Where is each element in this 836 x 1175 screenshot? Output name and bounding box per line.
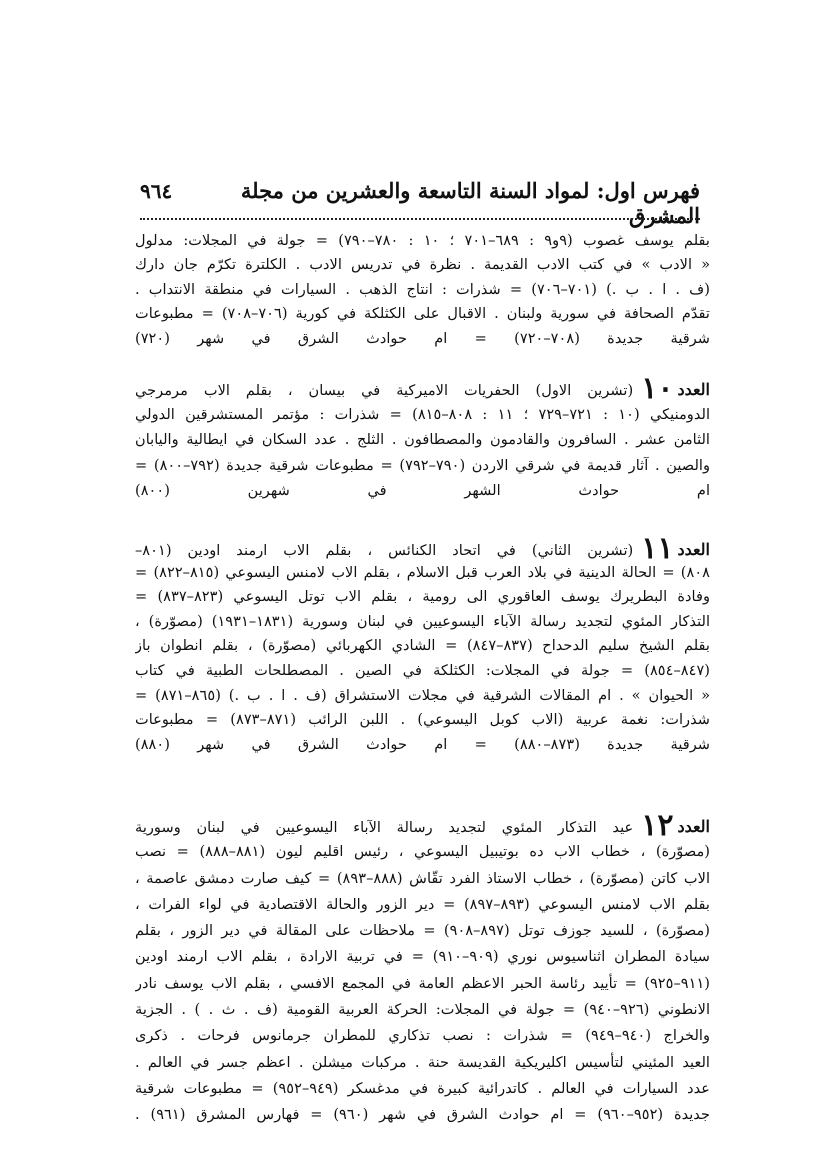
- line-text: والصين . آثار قديمة في شرقي الاردن (٧٩٠–٧٩٢) = مطبوعات شرقية جديدة (٧٩٢–٨٠٠) =: [135, 456, 710, 474]
- running-header: [140, 178, 700, 228]
- issue-number: ١١: [641, 536, 674, 561]
- text-line: [135, 585, 710, 610]
- line-text: جديدة (٩٥٢–٩٦٠) = ام حوادث الشرق في شهر (٩٦٠) = فهارس المشرق (٩٦١) .: [135, 1106, 710, 1124]
- text-line: [135, 478, 710, 504]
- line-text: العيد المئيني لتأسيس اكليريكية القديسة حنة . مركبات ميشلن . اعظم جسر في العالم .: [135, 1053, 710, 1071]
- text-line: [135, 561, 710, 586]
- line-text: (تشرين الاول) الحفريات الاميركية في بيسان ، بقلم الاب مرمرجي: [135, 382, 634, 399]
- line-text: الدومنيكي (١٠ : ٧٢١–٧٢٩ ؛ ١١ : ٨٠٨–٨١٥) = شذرات : مؤتمر المستشرقين الدولي: [135, 405, 710, 423]
- text-line: [135, 659, 710, 684]
- text-line: [135, 327, 710, 351]
- header-title: فهرس اول: لمواد السنة التاسعة والعشرين من مجلة المشرق: [240, 178, 700, 228]
- text-line: [135, 229, 710, 253]
- issue-number: ١٠: [641, 376, 674, 402]
- line-text: (مصوّرة) ، خطاب الاب ده بوتيبيل اليسوعي ، رئيس اقليم ليون (٨٨١–٨٨٨) = نصب: [135, 843, 710, 861]
- text-line: [135, 302, 710, 326]
- line-text: شرقية جديدة (٧٠٨–٧٢٠) = ام حوادث الشرق في شهر (٧٢٠): [135, 329, 710, 347]
- line-text: بقلم الشيخ سليم الدحداح (٨٣٧–٨٤٧) = الشادي الكهربائي (مصوّرة) ، بقلم انطوان باز: [135, 637, 710, 655]
- line-text: تقدّم الصحافة في سورية ولبنان . الاقبال على الكثلكة في كورية (٧٠٦–٧٠٨) = مطبوعات: [135, 305, 710, 323]
- line-text: التذكار المئوي لتجديد رسالة الآباء اليسوعيين في لبنان وسورية (١٨٣١–١٩٣١) (مصوّرة) ،: [135, 612, 710, 630]
- index-entry-continuation: [135, 229, 710, 351]
- text-line: [135, 453, 710, 479]
- line-text: شرقية جديدة (٨٧٣–٨٨٠) = ام حوادث الشرق في شهر (٨٨٠): [135, 735, 710, 753]
- line-text: (تشرين الثاني) في اتحاد الكنائس ، بقلم الاب ارمند اودين (٨٠١–: [135, 542, 634, 559]
- line-text: (ف . ا . ب .) (٧٠١–٧٠٦) = شذرات : انتاج الذهب . السيارات في منطقة الانتداب .: [135, 280, 710, 298]
- line-text: (٩١١–٩٢٥) = تأييد رئاسة الحبر الاعظم العامة في المجمع الافسي ، بقلم الاب يوسف نادر: [135, 974, 710, 992]
- line-text: الاب كاتن (مصوّرة) ، خطاب الاستاذ الفرد تقّاش (٨٨٨–٨٩٣) = كيف صارت دمشق عاصمة ،: [135, 869, 710, 887]
- line-text: وفادة البطريرك يوسف العاقوري الى رومية ، بقلم الاب توتل اليسوعي (٨٢٣–٨٣٧) =: [135, 588, 710, 606]
- text-line: [135, 839, 710, 865]
- text-line: [135, 278, 710, 302]
- line-text: بقلم الاب لامنس اليسوعي (٨٩٣–٨٩٧) = دير الزور والحالة الاقتصادية في لواء الفرات ،: [135, 895, 710, 913]
- text-line: [135, 1076, 710, 1102]
- line-text: والخراج (٩٤٠–٩٤٩) = شذرات : نصب تذكاري للمطران جرمانوس فرحات . ذكرى: [135, 1027, 710, 1045]
- issue-label: العدد: [677, 380, 710, 399]
- text-line: [135, 997, 710, 1023]
- text-line: [135, 536, 710, 561]
- issue-number: ١٢: [641, 813, 674, 840]
- line-text: عدد السيارات في العالم . كاتدرائية كبيرة في مدغسكر (٩٤٩–٩٥٢) = مطبوعات شرقية: [135, 1079, 710, 1097]
- text-line: [135, 708, 710, 733]
- text-line: [135, 918, 710, 944]
- line-text: ام حوادث الشهر في شهرين (٨٠٠): [135, 482, 710, 499]
- line-text: الثامن عشر . السافرون والقادمون والمصطافون . الثلج . عدد السكان في ايطالية واليابان: [135, 431, 710, 448]
- text-line: [135, 733, 710, 758]
- index-entry-issue-11: [135, 536, 710, 757]
- line-text: شذرات: نغمة عربية (الاب كوبل اليسوعي) . اللبن الرائب (٨٧١–٨٧٣) = مطبوعات: [135, 711, 710, 729]
- line-text: « الادب » في كتب الادب القديمة . نظرة في تدريس الادب . الكلترة تكرّم جان دارك: [135, 256, 710, 274]
- text-line: [135, 610, 710, 635]
- text-line: [135, 813, 710, 839]
- text-line: [135, 376, 710, 402]
- issue-label: العدد: [677, 817, 710, 836]
- line-text: « الحيوان » . ام المقالات الشرقية في مجلات الاستشراق (ف . ا . ب .) (٨٦٥–٨٧١) =: [135, 686, 710, 704]
- text-line: [135, 866, 710, 892]
- text-line: [135, 253, 710, 277]
- header-divider: [140, 218, 700, 220]
- text-line: [135, 402, 710, 428]
- text-line: [135, 1102, 710, 1128]
- line-text: سيادة المطران اثناسيوس نوري (٩٠٩–٩١٠) = في تربية الارادة ، بقلم الاب ارمند اودين: [135, 948, 710, 966]
- text-line: [135, 1050, 710, 1076]
- text-line: [135, 944, 710, 970]
- text-line: [135, 634, 710, 659]
- line-text: (٨٤٧–٨٥٤) = جولة في المجلات: الكثلكة في الصين . المصطلحات الطبية في كتاب: [135, 661, 710, 679]
- issue-label: العدد: [677, 540, 710, 559]
- index-entry-issue-12: [135, 813, 710, 1129]
- text-line: [135, 892, 710, 918]
- text-line: [135, 684, 710, 709]
- text-line: [135, 1023, 710, 1049]
- line-text: (مصوّرة) ، للسيد جوزف توتل (٨٩٧–٩٠٨) = ملاحظات على المقالة في دير الزور ، بقلم: [135, 922, 710, 940]
- line-text: عيد التذكار المئوي لتجديد رسالة الآباء اليسوعيين في لبنان وسورية: [135, 819, 634, 836]
- page-number: ٩٦٤: [140, 179, 173, 203]
- line-text: الانطوني (٩٢٦–٩٤٠) = جولة في المجلات: الحركة العربية القومية (ف . ث . ) . الجزية: [135, 1001, 710, 1019]
- text-line: [135, 971, 710, 997]
- line-text: ٨٠٨) = الحالة الدينية في بلاد العرب قبل الاسلام ، بقلم الاب لامنس اليسوعي (٨١٥–٨٢٢) =: [135, 563, 710, 581]
- index-entry-issue-10: [135, 376, 710, 504]
- line-text: بقلم يوسف غصوب (٩و٩ : ٦٨٩–٧٠١ ؛ ١٠ : ٧٨٠–٧٩٠) = جولة في المجلات: مدلول: [135, 232, 710, 249]
- text-line: [135, 427, 710, 453]
